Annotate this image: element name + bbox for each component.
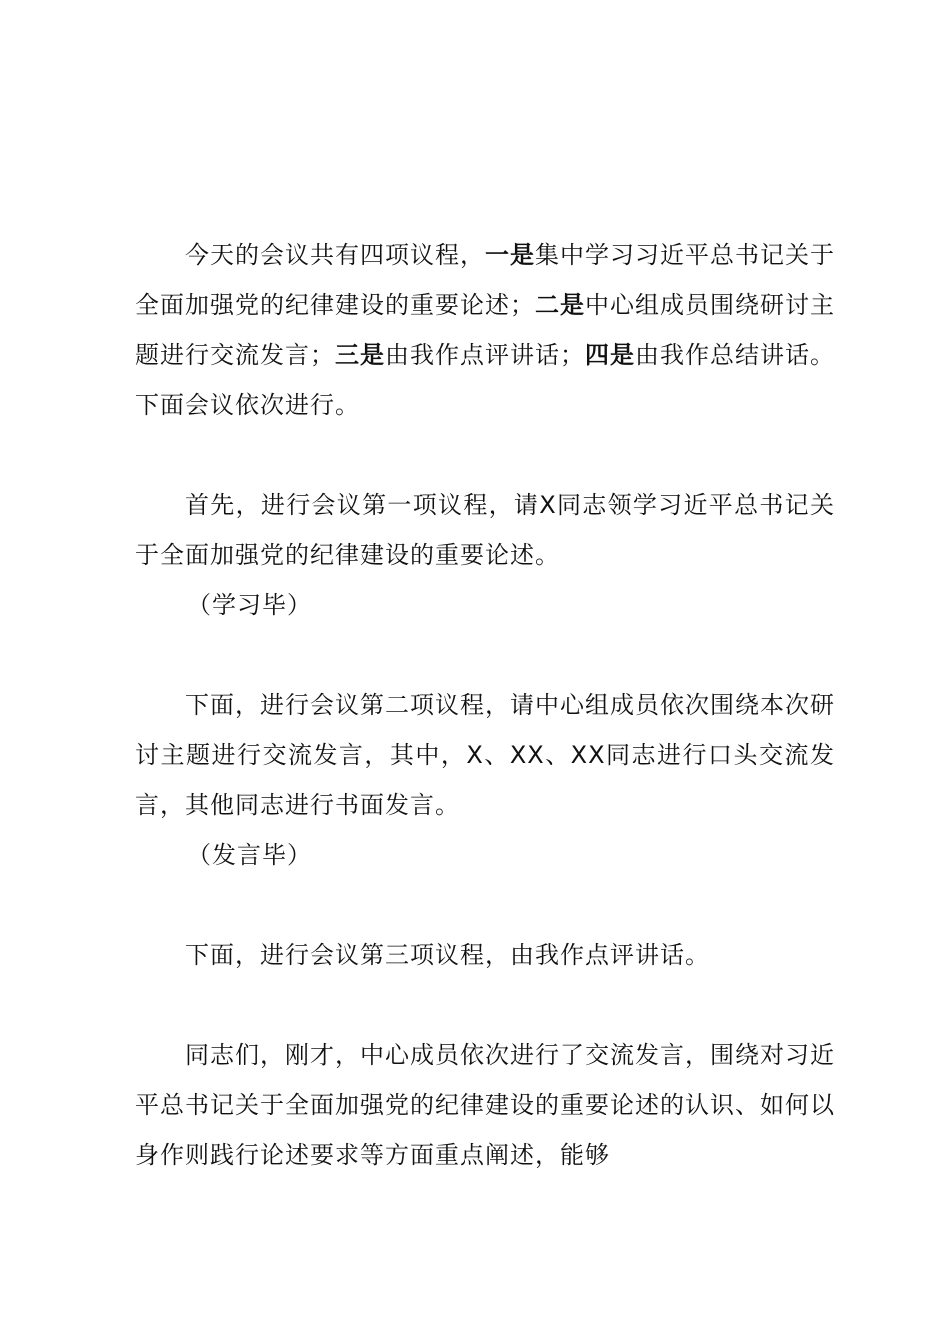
- paragraph-gap: [135, 430, 835, 480]
- document-body: [135, 230, 835, 1180]
- paragraph-gap: [135, 980, 835, 1030]
- agenda-overview-paragraph: [135, 230, 835, 430]
- bold-segment: 四是: [585, 341, 635, 369]
- comment-speech-paragraph: 同志们，刚才，中心成员依次进行了交流发言，围绕对习近平总书记关于全面加强党的纪律建设的重要论述的认识、如何以身作则践行论述要求等方面重点阐述，能够: [135, 1041, 835, 1169]
- paragraph-gap: [135, 630, 835, 680]
- agenda-item-2-paragraph: 下面，进行会议第二项议程，请中心组成员依次围绕本次研讨主题进行交流发言，其中，X、XX、XX同志进行口头交流发言，其他同志进行书面发言。: [135, 691, 835, 819]
- bold-segment: 一是: [485, 241, 535, 269]
- text-segment: 集中学习习近平总书记关于全面加强党的纪律建设的重要论述；: [135, 241, 835, 319]
- agenda-item-3-paragraph: 下面，进行会议第三项议程，由我作点评讲话。: [185, 941, 710, 969]
- bold-segment: 二是: [535, 291, 585, 319]
- text-segment: 由我作总结讲话。下面会议依次进行。: [135, 341, 835, 419]
- stage-note-study-finished: （学习毕）: [187, 591, 312, 619]
- text-segment: 今天的会议共有四项议程，: [185, 241, 485, 269]
- text-segment: 由我作点评讲话；: [385, 341, 585, 369]
- agenda-item-1-paragraph: 首先，进行会议第一项议程，请X同志领学习近平总书记关于全面加强党的纪律建设的重要论述。: [135, 491, 835, 569]
- text-segment: 中心组成员围绕研讨主题进行交流发言；: [135, 291, 835, 369]
- bold-segment: 三是: [335, 341, 385, 369]
- stage-note-speech-finished: （发言毕）: [187, 841, 312, 869]
- paragraph-gap: [135, 880, 835, 930]
